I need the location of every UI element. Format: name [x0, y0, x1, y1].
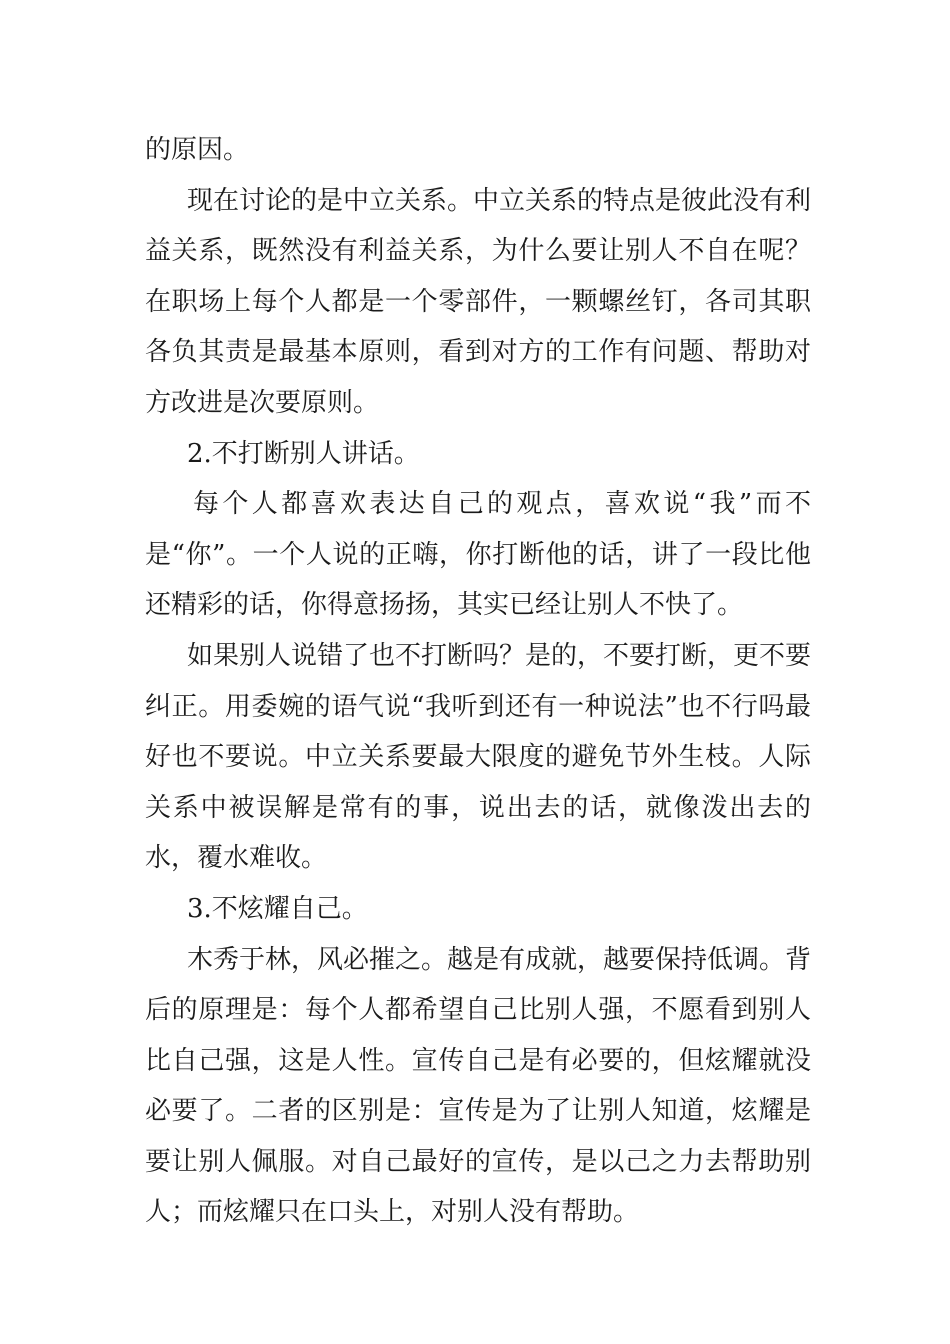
section-heading-no-showing-off: 3.不炫耀自己。	[187, 893, 368, 924]
paragraph-neutral-relationship: 现在讨论的是中立关系。中立关系的特点是彼此没有利益关系，既然没有利益关系，为什么要让别人不自在呢？在职场上每个人都是一个零部件，一颗螺丝钉，各司其职各负其责是最基本原则，看到对方的工作有问题、帮助对方改进是次要原则。	[145, 185, 812, 418]
paragraph-do-not-correct: 如果别人说错了也不打断吗？是的，不要打断，更不要纠正。用委婉的语气说“我听到还有一种说法”也不行吗最好也不要说。中立关系要最大限度的避免节外生枝。人际关系中被误解是常有的事，说出去的话，就像泼出去的水，覆水难收。	[145, 640, 812, 874]
body-text	[145, 125, 811, 1238]
section-heading-no-interrupting: 2.不打断别人讲话。	[187, 438, 420, 469]
paragraph-expressing-opinions: 每个人都喜欢表达自己的观点，喜欢说“我”而不是“你”。一个人说的正嗨，你打断他的话，讲了一段比他还精彩的话，你得意扬扬，其实已经让别人不快了。	[145, 489, 811, 621]
paragraph-keep-low-profile: 木秀于林，风必摧之。越是有成就，越要保持低调。背后的原理是：每个人都希望自己比别人强，不愿看到别人比自己强，这是人性。宣传自己是有必要的，但炫耀就没必要了。二者的区别是：宣传是为了让别人知道，炫耀是要让别人佩服。对自己最好的宣传，是以己之力去帮助别人；而炫耀只在口头上，对别人没有帮助。	[145, 944, 812, 1228]
paragraph-continuation: 的原因。	[145, 135, 250, 165]
